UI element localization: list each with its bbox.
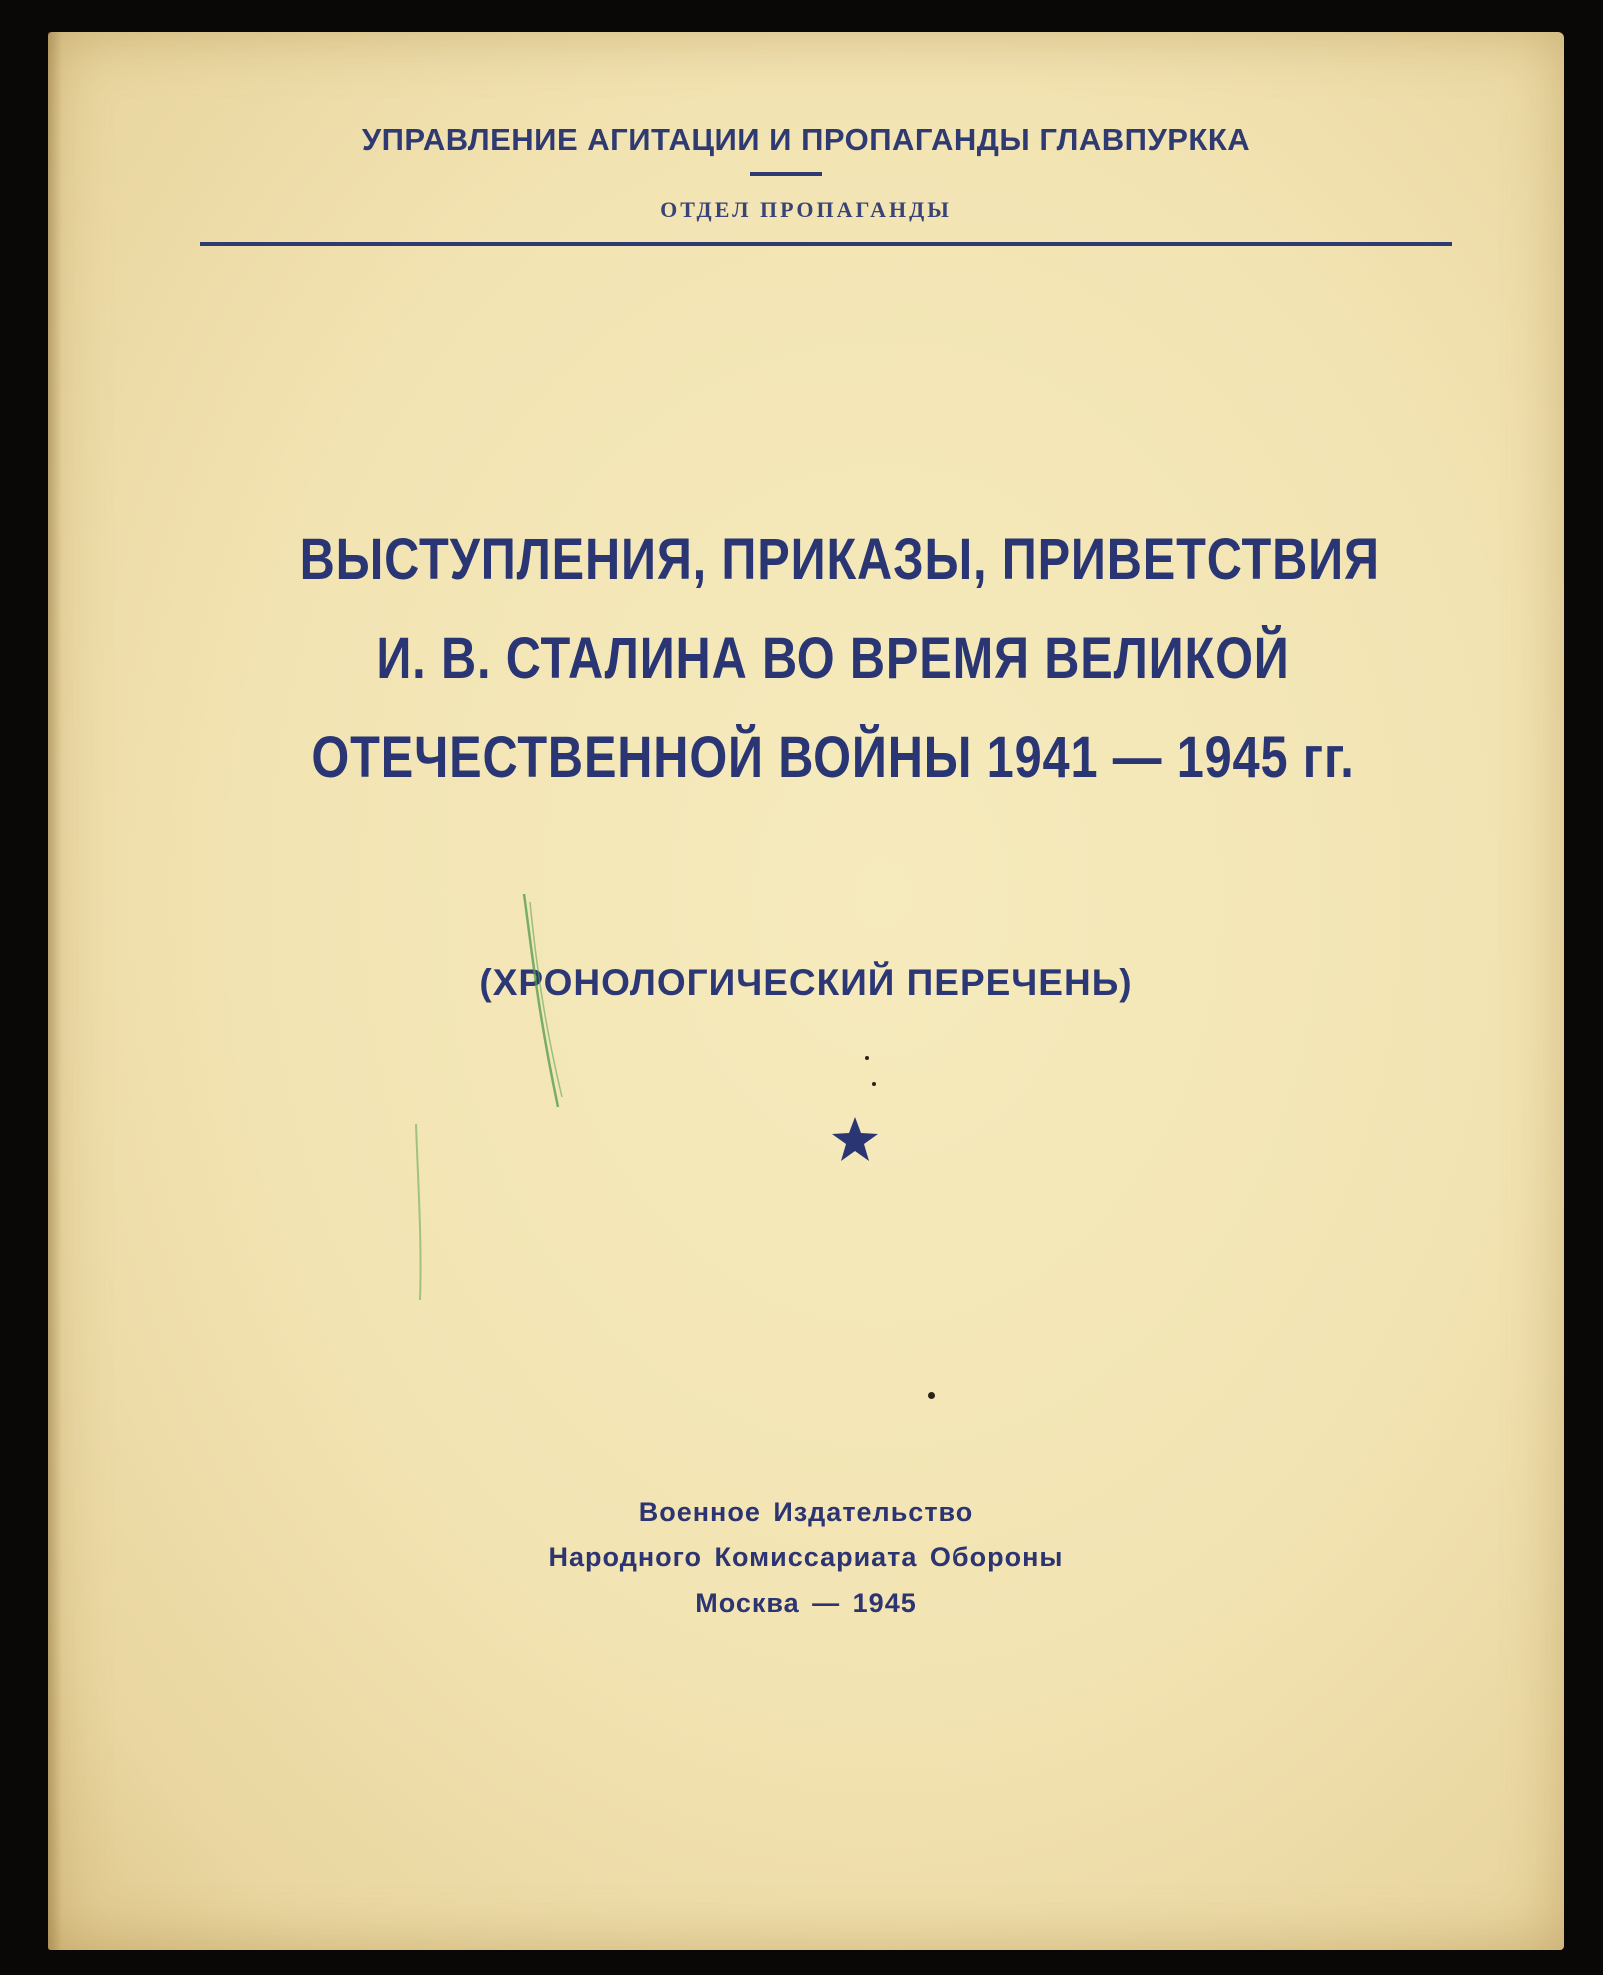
header-divider [200, 242, 1452, 246]
title-line: ВЫСТУПЛЕНИЯ, ПРИКАЗЫ, ПРИВЕТСТВИЯ [299, 527, 1380, 592]
title-line: И. В. СТАЛИНА ВО ВРЕМЯ ВЕЛИКОЙ [376, 626, 1290, 691]
title-line: ОТЕЧЕСТВЕННОЙ ВОЙНЫ 1941 — 1945 гг. [311, 725, 1355, 790]
publisher-line: Народного Комиссариата Обороны [548, 1542, 1064, 1572]
book-title [299, 510, 1380, 807]
publisher-line: Военное Издательство [638, 1497, 974, 1527]
star-icon [830, 1115, 880, 1165]
publisher-line: Москва — 1945 [695, 1588, 917, 1618]
green-pencil-mark [410, 1122, 430, 1302]
paper-speck [872, 1082, 876, 1086]
header-short-divider [750, 172, 822, 176]
cover-page [48, 32, 1564, 1950]
paper-speck [865, 1056, 869, 1060]
paper-speck [928, 1392, 935, 1399]
book-subtitle: (ХРОНОЛОГИЧЕСКИЙ ПЕРЕЧЕНЬ) [479, 962, 1133, 1003]
department-heading: ОТДЕЛ ПРОПАГАНДЫ [660, 197, 952, 222]
organization-heading: УПРАВЛЕНИЕ АГИТАЦИИ И ПРОПАГАНДЫ ГЛАВПУРККА [361, 122, 1251, 157]
